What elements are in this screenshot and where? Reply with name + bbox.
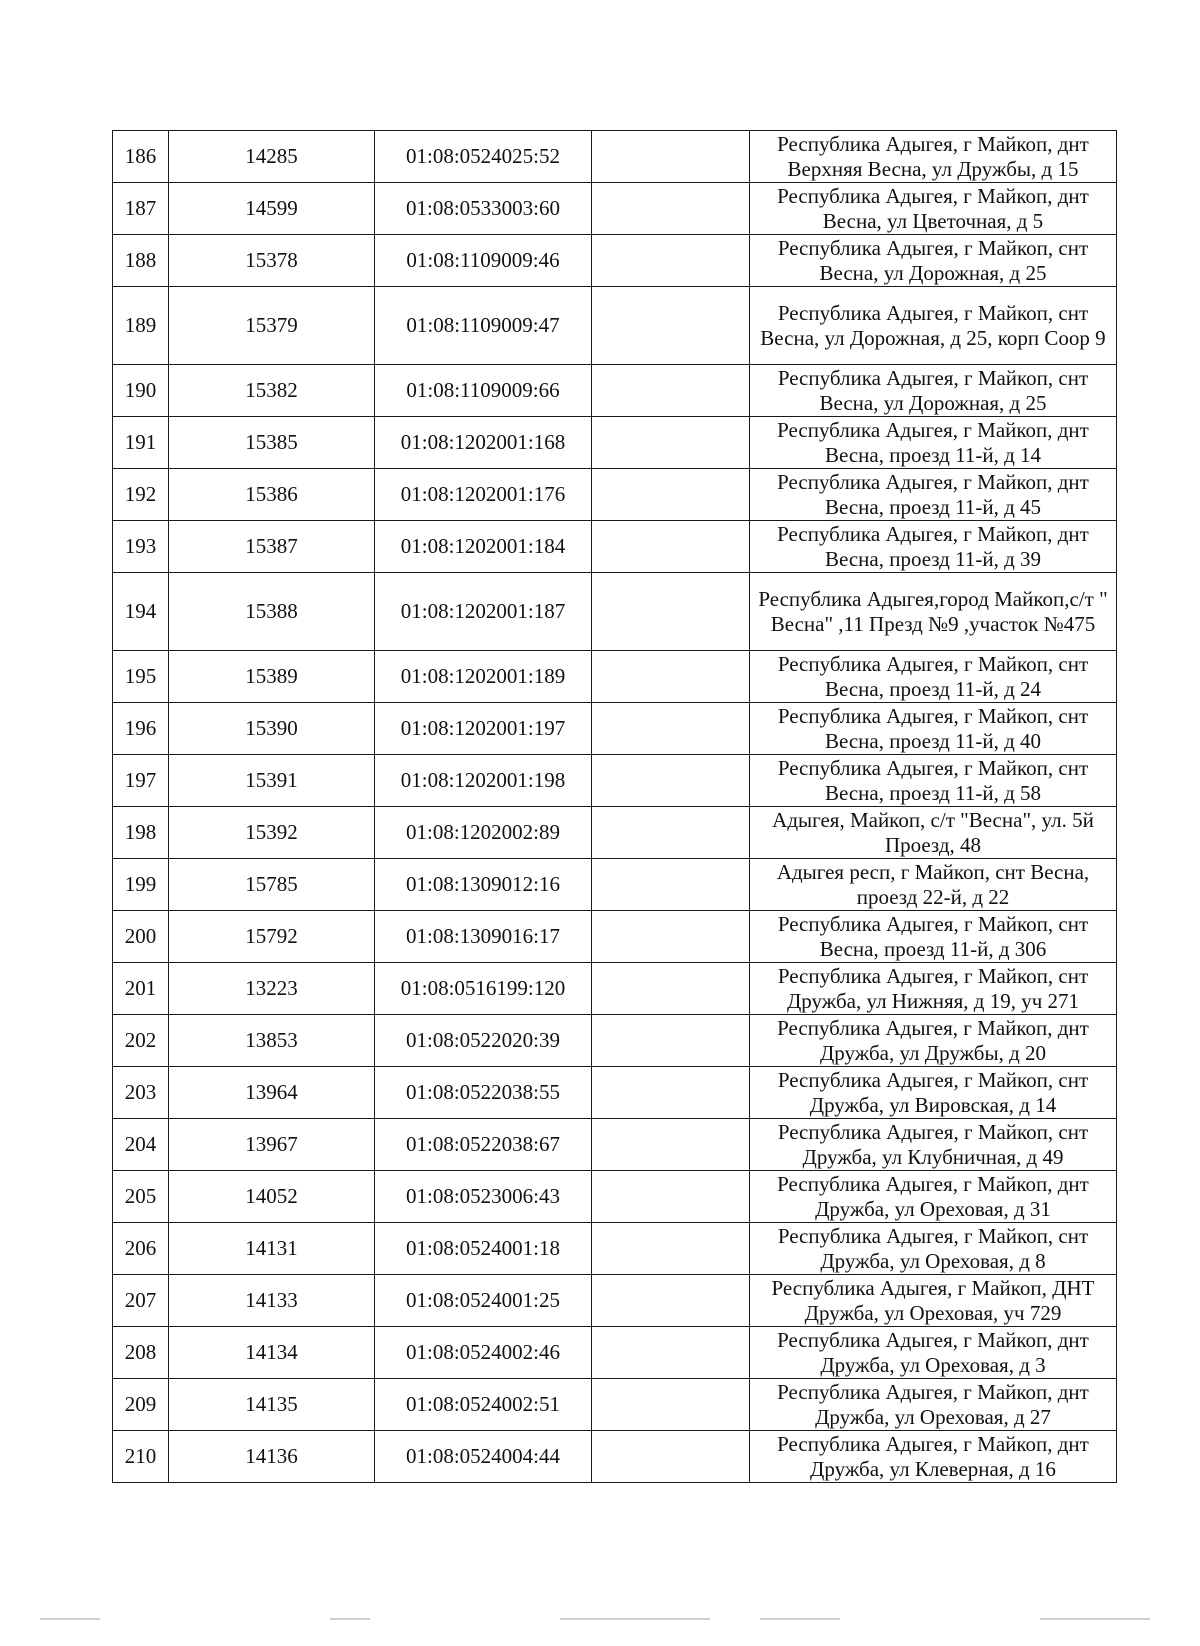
empty-cell bbox=[592, 1015, 750, 1067]
row-number-cell: 198 bbox=[113, 807, 169, 859]
object-id-cell: 15792 bbox=[169, 911, 375, 963]
row-number-cell: 201 bbox=[113, 963, 169, 1015]
cadastral-number-cell: 01:08:1202001:184 bbox=[375, 521, 592, 573]
empty-cell bbox=[592, 1119, 750, 1171]
row-number-cell: 206 bbox=[113, 1223, 169, 1275]
row-number-cell: 190 bbox=[113, 365, 169, 417]
row-number-cell: 204 bbox=[113, 1119, 169, 1171]
cadastral-number-cell: 01:08:0524004:44 bbox=[375, 1431, 592, 1483]
table-row bbox=[113, 1275, 1117, 1327]
table-row bbox=[113, 1171, 1117, 1223]
object-id-cell: 14134 bbox=[169, 1327, 375, 1379]
scan-artifacts bbox=[0, 1618, 1200, 1628]
table-row bbox=[113, 183, 1117, 235]
address-cell: Республика Адыгея, г Майкоп, снт Дружба, ул Клубничная, д 49 bbox=[750, 1119, 1117, 1171]
address-cell: Республика Адыгея, г Майкоп, днт Весна, ул Цветочная, д 5 bbox=[750, 183, 1117, 235]
object-id-cell: 15388 bbox=[169, 573, 375, 651]
empty-cell bbox=[592, 755, 750, 807]
cadastral-number-cell: 01:08:0522020:39 bbox=[375, 1015, 592, 1067]
registry-table-body bbox=[113, 131, 1117, 1483]
row-number-cell: 194 bbox=[113, 573, 169, 651]
table-row bbox=[113, 1067, 1117, 1119]
row-number-cell: 208 bbox=[113, 1327, 169, 1379]
cadastral-number-cell: 01:08:1309012:16 bbox=[375, 859, 592, 911]
empty-cell bbox=[592, 963, 750, 1015]
row-number-cell: 195 bbox=[113, 651, 169, 703]
cadastral-number-cell: 01:08:1202002:89 bbox=[375, 807, 592, 859]
object-id-cell: 14052 bbox=[169, 1171, 375, 1223]
empty-cell bbox=[592, 1223, 750, 1275]
address-cell: Республика Адыгея, г Майкоп, днт Дружба, ул Ореховая, д 3 bbox=[750, 1327, 1117, 1379]
object-id-cell: 13853 bbox=[169, 1015, 375, 1067]
table-row bbox=[113, 469, 1117, 521]
table-row bbox=[113, 417, 1117, 469]
table-row bbox=[113, 1379, 1117, 1431]
cadastral-number-cell: 01:08:1202001:176 bbox=[375, 469, 592, 521]
empty-cell bbox=[592, 573, 750, 651]
object-id-cell: 14285 bbox=[169, 131, 375, 183]
address-cell: Республика Адыгея, г Майкоп, снт Весна, проезд 11-й, д 24 bbox=[750, 651, 1117, 703]
address-cell: Республика Адыгея, г Майкоп, снт Дружба, ул Нижняя, д 19, уч 271 bbox=[750, 963, 1117, 1015]
table-row bbox=[113, 1223, 1117, 1275]
empty-cell bbox=[592, 859, 750, 911]
object-id-cell: 15389 bbox=[169, 651, 375, 703]
cadastral-number-cell: 01:08:1202001:197 bbox=[375, 703, 592, 755]
table-row bbox=[113, 287, 1117, 365]
address-cell: Республика Адыгея, г Майкоп, днт Верхняя Весна, ул Дружбы, д 15 bbox=[750, 131, 1117, 183]
address-cell: Республика Адыгея, г Майкоп, снт Дружба, ул Ореховая, д 8 bbox=[750, 1223, 1117, 1275]
table-row bbox=[113, 859, 1117, 911]
address-cell: Республика Адыгея, г Майкоп, снт Дружба, ул Вировская, д 14 bbox=[750, 1067, 1117, 1119]
object-id-cell: 15378 bbox=[169, 235, 375, 287]
address-cell: Адыгея, Майкоп, с/т "Весна", ул. 5й Проезд, 48 bbox=[750, 807, 1117, 859]
object-id-cell: 14599 bbox=[169, 183, 375, 235]
address-cell: Республика Адыгея, г Майкоп, днт Дружба, ул Дружбы, д 20 bbox=[750, 1015, 1117, 1067]
row-number-cell: 186 bbox=[113, 131, 169, 183]
empty-cell bbox=[592, 703, 750, 755]
object-id-cell: 13223 bbox=[169, 963, 375, 1015]
object-id-cell: 15390 bbox=[169, 703, 375, 755]
address-cell: Республика Адыгея, г Майкоп, днт Дружба, ул Ореховая, д 31 bbox=[750, 1171, 1117, 1223]
empty-cell bbox=[592, 911, 750, 963]
row-number-cell: 196 bbox=[113, 703, 169, 755]
object-id-cell: 15385 bbox=[169, 417, 375, 469]
row-number-cell: 192 bbox=[113, 469, 169, 521]
address-cell: Республика Адыгея, г Майкоп, снт Весна, ул Дорожная, д 25 bbox=[750, 365, 1117, 417]
row-number-cell: 191 bbox=[113, 417, 169, 469]
table-row bbox=[113, 1327, 1117, 1379]
address-cell: Республика Адыгея, г Майкоп, снт Весна, проезд 11-й, д 306 bbox=[750, 911, 1117, 963]
empty-cell bbox=[592, 651, 750, 703]
cadastral-number-cell: 01:08:1109009:47 bbox=[375, 287, 592, 365]
address-cell: Республика Адыгея, г Майкоп, снт Весна, ул Дорожная, д 25, корп Соор 9 bbox=[750, 287, 1117, 365]
empty-cell bbox=[592, 1171, 750, 1223]
cadastral-number-cell: 01:08:1202001:168 bbox=[375, 417, 592, 469]
empty-cell bbox=[592, 1431, 750, 1483]
table-row bbox=[113, 131, 1117, 183]
row-number-cell: 200 bbox=[113, 911, 169, 963]
table-row bbox=[113, 521, 1117, 573]
row-number-cell: 210 bbox=[113, 1431, 169, 1483]
row-number-cell: 207 bbox=[113, 1275, 169, 1327]
address-cell: Республика Адыгея, г Майкоп, днт Весна, проезд 11-й, д 14 bbox=[750, 417, 1117, 469]
object-id-cell: 15391 bbox=[169, 755, 375, 807]
address-cell: Адыгея респ, г Майкоп, снт Весна, проезд 22-й, д 22 bbox=[750, 859, 1117, 911]
row-number-cell: 202 bbox=[113, 1015, 169, 1067]
object-id-cell: 14135 bbox=[169, 1379, 375, 1431]
object-id-cell: 15785 bbox=[169, 859, 375, 911]
cadastral-number-cell: 01:08:1202001:198 bbox=[375, 755, 592, 807]
table-row bbox=[113, 651, 1117, 703]
cadastral-number-cell: 01:08:0533003:60 bbox=[375, 183, 592, 235]
empty-cell bbox=[592, 1067, 750, 1119]
table-row bbox=[113, 1015, 1117, 1067]
row-number-cell: 188 bbox=[113, 235, 169, 287]
cadastral-number-cell: 01:08:1309016:17 bbox=[375, 911, 592, 963]
table-row bbox=[113, 963, 1117, 1015]
object-id-cell: 15386 bbox=[169, 469, 375, 521]
cadastral-number-cell: 01:08:0523006:43 bbox=[375, 1171, 592, 1223]
cadastral-number-cell: 01:08:1109009:46 bbox=[375, 235, 592, 287]
object-id-cell: 15387 bbox=[169, 521, 375, 573]
object-id-cell: 14136 bbox=[169, 1431, 375, 1483]
empty-cell bbox=[592, 365, 750, 417]
row-number-cell: 203 bbox=[113, 1067, 169, 1119]
row-number-cell: 197 bbox=[113, 755, 169, 807]
table-row bbox=[113, 1431, 1117, 1483]
empty-cell bbox=[592, 235, 750, 287]
object-id-cell: 15379 bbox=[169, 287, 375, 365]
address-cell: Республика Адыгея, г Майкоп, днт Весна, проезд 11-й, д 45 bbox=[750, 469, 1117, 521]
empty-cell bbox=[592, 1275, 750, 1327]
cadastral-number-cell: 01:08:0524001:25 bbox=[375, 1275, 592, 1327]
row-number-cell: 193 bbox=[113, 521, 169, 573]
cadastral-number-cell: 01:08:0524001:18 bbox=[375, 1223, 592, 1275]
row-number-cell: 199 bbox=[113, 859, 169, 911]
address-cell: Республика Адыгея, г Майкоп, днт Весна, проезд 11-й, д 39 bbox=[750, 521, 1117, 573]
cadastral-number-cell: 01:08:0524002:46 bbox=[375, 1327, 592, 1379]
empty-cell bbox=[592, 131, 750, 183]
empty-cell bbox=[592, 469, 750, 521]
row-number-cell: 189 bbox=[113, 287, 169, 365]
table-row bbox=[113, 911, 1117, 963]
object-id-cell: 13964 bbox=[169, 1067, 375, 1119]
empty-cell bbox=[592, 183, 750, 235]
table-row bbox=[113, 573, 1117, 651]
row-number-cell: 187 bbox=[113, 183, 169, 235]
cadastral-number-cell: 01:08:0524025:52 bbox=[375, 131, 592, 183]
row-number-cell: 205 bbox=[113, 1171, 169, 1223]
address-cell: Республика Адыгея, г Майкоп, ДНТ Дружба, ул Ореховая, уч 729 bbox=[750, 1275, 1117, 1327]
table-row bbox=[113, 703, 1117, 755]
cadastral-number-cell: 01:08:1202001:187 bbox=[375, 573, 592, 651]
address-cell: Республика Адыгея, г Майкоп, днт Дружба, ул Клеверная, д 16 bbox=[750, 1431, 1117, 1483]
object-id-cell: 14133 bbox=[169, 1275, 375, 1327]
address-cell: Республика Адыгея, г Майкоп, снт Весна, ул Дорожная, д 25 bbox=[750, 235, 1117, 287]
empty-cell bbox=[592, 287, 750, 365]
cadastral-number-cell: 01:08:0522038:55 bbox=[375, 1067, 592, 1119]
object-id-cell: 15382 bbox=[169, 365, 375, 417]
table-row bbox=[113, 1119, 1117, 1171]
cadastral-number-cell: 01:08:0516199:120 bbox=[375, 963, 592, 1015]
cadastral-number-cell: 01:08:1109009:66 bbox=[375, 365, 592, 417]
object-id-cell: 13967 bbox=[169, 1119, 375, 1171]
cadastral-number-cell: 01:08:1202001:189 bbox=[375, 651, 592, 703]
address-cell: Республика Адыгея,город Майкоп,с/т " Весна" ,11 Презд №9 ,участок №475 bbox=[750, 573, 1117, 651]
object-id-cell: 15392 bbox=[169, 807, 375, 859]
empty-cell bbox=[592, 1379, 750, 1431]
empty-cell bbox=[592, 807, 750, 859]
address-cell: Республика Адыгея, г Майкоп, днт Дружба, ул Ореховая, д 27 bbox=[750, 1379, 1117, 1431]
table-row bbox=[113, 235, 1117, 287]
empty-cell bbox=[592, 1327, 750, 1379]
table-row bbox=[113, 755, 1117, 807]
row-number-cell: 209 bbox=[113, 1379, 169, 1431]
table-row bbox=[113, 807, 1117, 859]
table-row bbox=[113, 365, 1117, 417]
land-plot-registry-table bbox=[112, 130, 1117, 1483]
cadastral-number-cell: 01:08:0524002:51 bbox=[375, 1379, 592, 1431]
object-id-cell: 14131 bbox=[169, 1223, 375, 1275]
empty-cell bbox=[592, 521, 750, 573]
address-cell: Республика Адыгея, г Майкоп, снт Весна, проезд 11-й, д 40 bbox=[750, 703, 1117, 755]
address-cell: Республика Адыгея, г Майкоп, снт Весна, проезд 11-й, д 58 bbox=[750, 755, 1117, 807]
cadastral-number-cell: 01:08:0522038:67 bbox=[375, 1119, 592, 1171]
empty-cell bbox=[592, 417, 750, 469]
